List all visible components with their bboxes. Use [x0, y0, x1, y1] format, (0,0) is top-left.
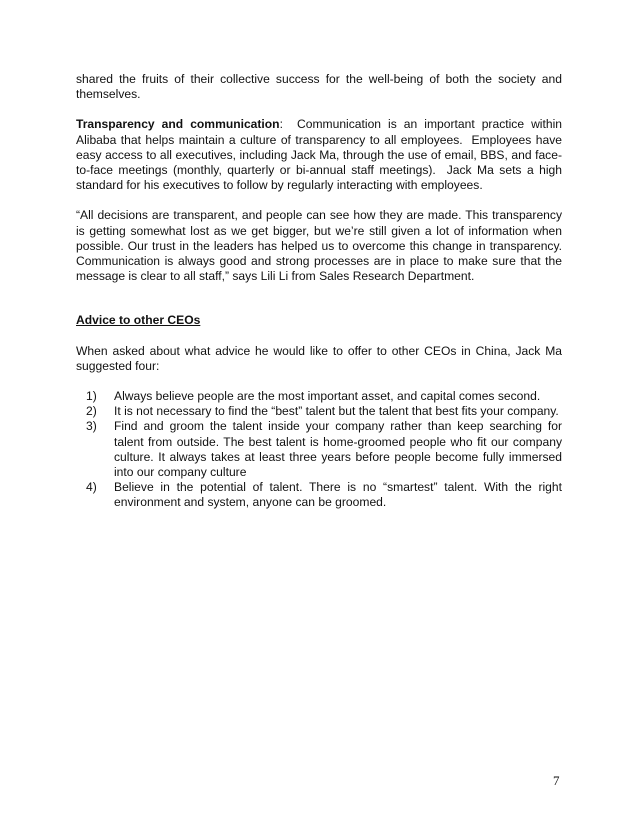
advice-item-text: Always believe people are the most important asset, and capital comes second. — [114, 389, 541, 404]
paragraph-advice-intro: When asked about what advice he would like to offer to other CEOs in China, Jack Ma suggested four: — [76, 343, 562, 373]
transparency-body: Communication is an important practice within Alibaba that helps maintain a culture of transparency to all employees. Employees have easy access to all executives, including Jack Ma, through the use of email, BBS, and face-to-face meetings (monthly, quarterly or bi-annual staff meetings). Jack Ma sets a high standard for his executives to follow by regularly interacting with employees. — [76, 117, 566, 193]
page-content — [76, 72, 566, 511]
advice-item-4 — [86, 480, 562, 510]
advice-item-number: 2) — [86, 404, 97, 419]
transparency-label: Transparency and communication — [76, 117, 280, 132]
advice-item-text: Believe in the potential of talent. There is no “smartest” talent. With the right environment and system, anyone can be groomed. — [114, 480, 562, 510]
advice-item-2 — [86, 404, 562, 419]
transparency-colon: : — [279, 117, 283, 132]
advice-item-text: It is not necessary to find the “best” talent but the talent that best fits your company. — [114, 404, 559, 419]
paragraph-quote-lili-li: “All decisions are transparent, and people can see how they are made. This transparency is getting somewhat lost as we get bigger, but we’re still given a lot of information when possible. Our trust in the leaders has helped us to overcome this change in transparency. Communication is always good and strong processes are in place to make sure that the message is clear to all staff,” says Lili Li from Sales Research Department. — [76, 208, 562, 284]
advice-item-3 — [86, 419, 562, 480]
advice-item-text: Find and groom the talent inside your company rather than keep searching for talent from outside. The best talent is home-groomed people who fit our company culture. It always takes at least three years before people become fully immersed into our company culture — [114, 419, 562, 480]
advice-item-number: 3) — [86, 419, 97, 434]
advice-item-number: 4) — [86, 480, 97, 495]
advice-item-1 — [86, 389, 562, 404]
paragraph-shared-success: shared the fruits of their collective success for the well-being of both the society and themselves. — [76, 72, 562, 102]
paragraph-transparency — [76, 117, 566, 193]
advice-item-number: 1) — [86, 389, 97, 404]
page-number: 7 — [553, 773, 560, 788]
advice-list — [76, 389, 562, 511]
section-heading-advice: Advice to other CEOs — [76, 313, 201, 328]
